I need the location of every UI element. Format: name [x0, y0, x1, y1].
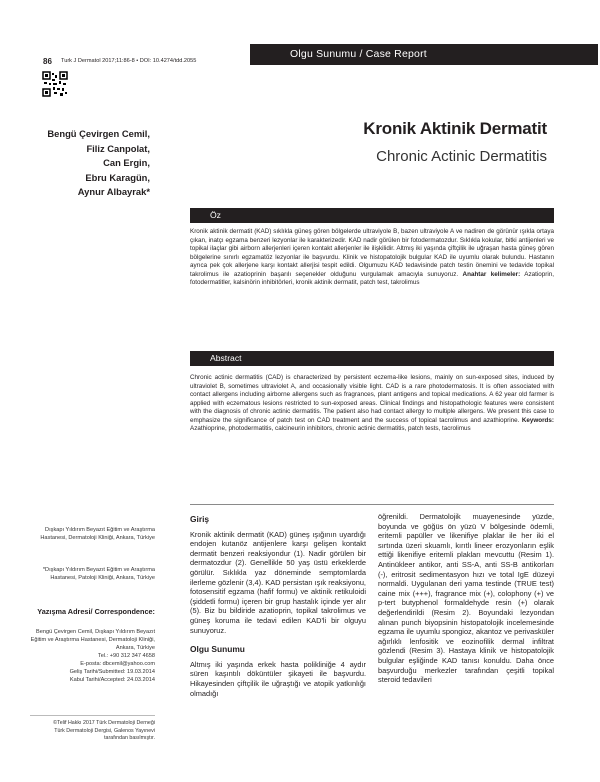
author-name: Bengü Çevirgen Cemil, [47, 128, 150, 139]
sidebar-divider [30, 715, 155, 716]
submitted-date: Geliş Tarihi/Submitted: 19.03.2014 [69, 669, 155, 675]
author-name: Can Ergin, [103, 157, 150, 169]
author-name: Aynur Albayrak* [77, 186, 150, 198]
body-right-column [378, 512, 554, 685]
right-column-text: öğrenildi. Dermatolojik muayenesinde yüzde, boyunda ve göğüs ön yüzü V bölgesinde ödemli, eritemli papüller ve likenifiye plaklar ile her iki el sırtında üzeri skuamlı, kırıtlı lineer erozyonların eşlik ettiği likenifiye eritemli plakları mevcuttu (Resim 1). Antinükleer antikor, anti SS-A, anti SS-B antikorları (-), eritrosit sedimentasyon hızı ve total IgE düzeyi normaldi. Uygulanan deri yama testinde (TRUE test) caine mix (+++), fragrance mix (+), colophony (+) ve p-tert butyphenol formaldehyde resin (+) olarak değerlendirildi (Resim 2). Boyundaki lezyondan alınan punch biyopsinin histopatolojik incelemesinde egzama ile uyumlu spongioz, akantoz ve perivasküler ağırlıklı lenfositik ve eozinofilik dermal infiltrat gözlendi (Resim 3). Hastaya klinik ve histopatolojik bulgular eşliğinde KAD tanısı konuldu. Daha önce başvurduğu merkezler tarafından çeşitli topikal steroid tedavileri [378, 512, 554, 685]
copyright-block [30, 720, 155, 743]
publisher-line: Türk Dermatoloji Dergisi, Galenos Yayınevi tarafından basılmıştır. [54, 727, 155, 742]
body-left-column [190, 515, 366, 698]
affiliation-1: Dışkapı Yıldırım Beyazıt Eğitim ve Araştırma Hastanesi, Dermatoloji Kliniği, Ankara, Türkiye [40, 527, 155, 541]
oz-body: Kronik aktinik dermatit (KAD) sıklıkla güneş gören bölgelerde ultraviyole B, bazen ultraviyole A ve nadiren de görünür ışıkla ortaya çıkan, inatçı egzama benzeri lezyonlar ile karakterizedir. KAD nadir görülen bir fotodermatozdur. Sıklıkla kokular, bitki antijenleri ve topikal ilaçlar gibi airborn allerjenleri içeren kontakt allerjenler ile ilişkilidir. Altmış iki yaşında çiftçilik ile uğraşan hasta güneş gören bölgelerine sınırlı egzamatöz lezyonlar ile başvurdu. Klinik ve histopatolojik bulgular KAD ile uyumlu olarak bulundu. Hastanın ayrıca pek çok allerjene karşı kontakt allerjisi tespit edildi. Olgumuzu KAD tedavisinde patch testin önemini ve tedavide topikal takrolimus ile azatioprinin başarılı seçenekler olduğunu vurgulamak amacıyla sunuyoruz. [190, 228, 554, 278]
author-name: Filiz Canpolat, [86, 142, 150, 154]
correspondence-address: Bengü Çevirgen Cemil, Dışkapı Yıldırım Beyazıt Eğitim ve Araştırma Hastanesi, Dermatoloji Kliniği, Ankara, Türkiye [30, 629, 155, 651]
accepted-date: Kabul Tarihi/Accepted: 24.03.2014 [69, 677, 155, 683]
correspondence-block [30, 628, 155, 684]
correspondence-heading: Yazışma Adresi/ Correspondence: [37, 607, 155, 616]
oz-heading-bar: Öz [190, 208, 554, 223]
page-number: 86 [43, 57, 52, 66]
oz-keywords-list: Azatioprin, fotodermatitler, kalsinörin inhibitörleri, kronik aktinik dermatit, patch test, takrolimus [190, 270, 554, 286]
giris-text: Kronik aktinik dermatit (KAD) güneş ışığının uyardığı endojen kutanöz antijenlere karşı gelişen kontakt dermatit benzeri reaksiyondur (1). Nadir görülen bir dermatozdur (2). Genellikle 50 yaş üstü erkeklerde görülür. Sıklıkla yaz döneminde semptomlarda ilerleme gözlenir (3,4). KAD persistan ışık reaksiyonu, fotosensitif egzama (hafif formu) ve aktinik retikuloidi (şiddetli formu) içeren bir grup hastalık içinde yer alır (5). Biz bu bildiride azatioprin, topikal takrolimus ve güneş koruma ile tedavi edilen KAD'li bir olguyu sunuyoruz. [190, 529, 366, 635]
article-title-english: Chronic Actinic Dermatitis [376, 148, 547, 165]
abstract-body: Chronic actinic dermatitis (CAD) is characterized by persistent eczema-like lesions, mainly on sun-exposed sites, induced by ultraviolet B, sometimes ultraviolet A, and occasionally visible light. CAD is a rare photodermatosis. It is often associated with contact allergens including airborne allergens such as fragrances, plant antigens and topical medications. A 62 year old farmer is applied with eczematous lesions restricted to sun-exposed areas. Clinical findings and histopathologic features were consistent with the diagnosis of chronic actinic dermatitis. The patient also had contact allergy to multiple allergens. We present this case to emphasize the significance of patch test on CAD treatment and the success of topical tacrolimus and azathioprine. [190, 374, 554, 424]
qr-code-icon [42, 71, 68, 97]
section-divider [190, 504, 554, 505]
article-title-turkish: Kronik Aktinik Dermatit [363, 119, 547, 138]
abstract-keywords-list: Azathioprine, photodermatitis, calcineurin inhibitors, chronic actinic dermatitis, patch tests, tacrolimus [190, 425, 471, 432]
abstract-text [190, 374, 554, 434]
oz-keywords-label: Anahtar kelimeler: [462, 270, 521, 278]
correspondence-phone: Tel.: +90 312 347 4658 [97, 653, 155, 659]
abstract-keywords-label: Keywords: [521, 416, 555, 424]
abstract-heading-bar: Abstract [190, 351, 554, 366]
olgu-text: Altmış iki yaşında erkek hasta polikliniğe 4 aydır süren kaşıntılı döküntüler şikayeti ile başvurdu. Hikayesinden çiftçilik ile uğraştığı ve atopik yatkınlığı olmadığı [190, 659, 366, 698]
olgu-heading: Olgu Sunumu [190, 644, 245, 655]
oz-text [190, 228, 554, 288]
affiliation-2: *Dışkapı Yıldırım Beyazıt Eğitim ve Araştırma Hastanesi, Patoloji Kliniği, Ankara, Türkiye [42, 567, 155, 581]
author-list [30, 127, 150, 200]
correspondence-email: E-posta: dbcemil@yahoo.com [80, 661, 155, 667]
giris-heading: Giriş [190, 514, 210, 524]
copyright-line: ©Telif Hakkı 2017 Türk Dermatoloji Derneği [53, 720, 155, 726]
journal-citation: Turk J Dermatol 2017;11:86-8 • DOI: 10.4274/tdd.2055 [61, 58, 197, 64]
author-name: Ebru Karagün, [85, 171, 150, 183]
article-type-banner: Olgu Sunumu / Case Report [250, 44, 598, 65]
